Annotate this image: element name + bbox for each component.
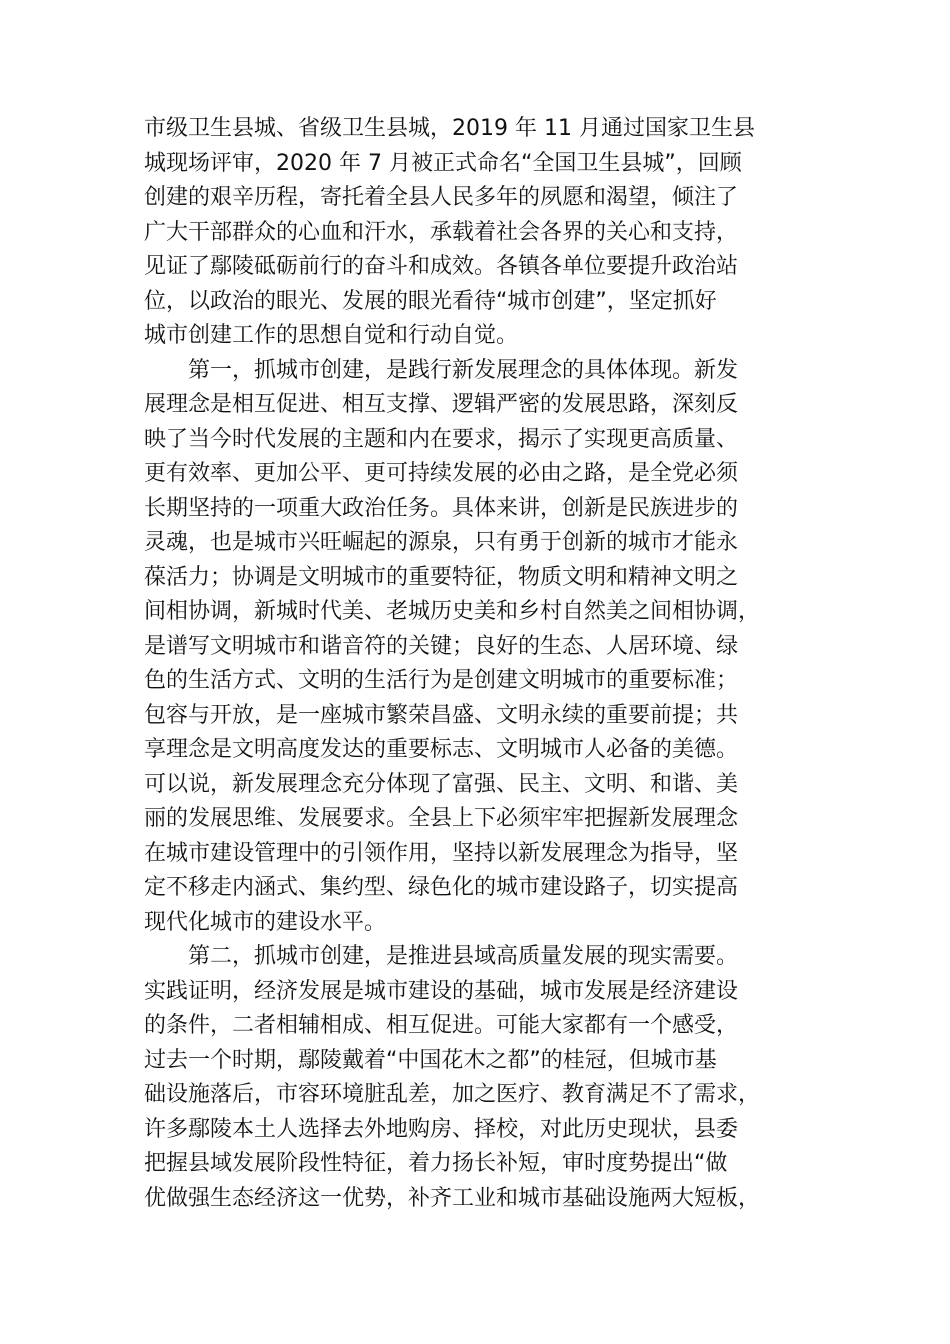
text-line: 实践证明，经济发展是城市建设的基础，城市发展是经济建设 bbox=[144, 978, 739, 1004]
text-line: 位，以政治的眼光、发展的眼光看待“城市创建”，坚定抓好 bbox=[144, 288, 717, 314]
text-line: 现代化城市的建设水平。 bbox=[144, 909, 387, 935]
text-line: 包容与开放，是一座城市繁荣昌盛、文明永续的重要前提；共 bbox=[144, 702, 739, 728]
text-line: 灵魂，也是城市兴旺崛起的源泉，只有勇于创新的城市才能永 bbox=[144, 530, 739, 555]
text-line: 城市创建工作的思想自觉和行动自觉。 bbox=[144, 323, 519, 348]
text-line: 过去一个时期，鄢陵戴着“中国花木之都”的桂冠，但城市基 bbox=[144, 1047, 717, 1073]
paragraph-first-line: 第二，抓城市创建，是推进县域高质量发展的现实需要。 bbox=[188, 944, 739, 969]
document-body bbox=[144, 112, 816, 1216]
text-line: 葆活力；协调是文明城市的重要特征，物质文明和精神文明之 bbox=[144, 564, 739, 590]
text-line: 广大干部群众的心血和汗水，承载着社会各界的关心和支持， bbox=[144, 219, 739, 245]
text-line: 许多鄢陵本土人选择去外地购房、择校，对此历史现状，县委 bbox=[144, 1116, 739, 1142]
text-line: 色的生活方式、文明的生活行为是创建文明城市的重要标准； bbox=[144, 668, 739, 693]
text-line: 把握县域发展阶段性特征，着力扬长补短，审时度势提出“做 bbox=[144, 1151, 728, 1176]
text-line: 市级卫生县城、省级卫生县城，2019 年 11 月通过国家卫生县 bbox=[144, 116, 755, 141]
text-line: 丽的发展思维、发展要求。全县上下必须牢牢把握新发展理念 bbox=[144, 806, 739, 831]
text-line: 优做强生态经济这一优势，补齐工业和城市基础设施两大短板， bbox=[144, 1185, 761, 1211]
text-line: 定不移走内涵式、集约型、绿色化的城市建设路子，切实提高 bbox=[144, 875, 739, 900]
text-line: 见证了鄢陵砥砺前行的奋斗和成效。各镇各单位要提升政治站 bbox=[144, 254, 739, 279]
text-line: 可以说，新发展理念充分体现了富强、民主、文明、和谐、美 bbox=[144, 771, 739, 797]
text-line: 间相协调，新城时代美、老城历史美和乡村自然美之间相协调， bbox=[144, 599, 761, 624]
text-line: 更有效率、更加公平、更可持续发展的必由之路，是全党必须 bbox=[144, 461, 739, 486]
paragraph-first-line: 第一，抓城市创建，是践行新发展理念的具体体现。新发 bbox=[188, 357, 739, 383]
text-line: 享理念是文明高度发达的重要标志、文明城市人必备的美德。 bbox=[144, 737, 739, 762]
text-line: 映了当今时代发展的主题和内在要求，揭示了实现更高质量、 bbox=[144, 426, 739, 452]
text-line: 是谱写文明城市和谐音符的关键；良好的生态、人居环境、绿 bbox=[144, 633, 739, 659]
text-line: 的条件，二者相辅相成、相互促进。可能大家都有一个感受， bbox=[144, 1013, 739, 1038]
text-line: 础设施落后，市容环境脏乱差，加之医疗、教育满足不了需求， bbox=[144, 1082, 761, 1107]
text-line: 城现场评审，2020 年 7 月被正式命名“全国卫生县城”，回顾 bbox=[144, 150, 742, 176]
text-line: 长期坚持的一项重大政治任务。具体来讲，创新是民族进步的 bbox=[144, 495, 739, 521]
text-line: 展理念是相互促进、相互支撑、逻辑严密的发展思路，深刻反 bbox=[144, 392, 739, 417]
text-line: 创建的艰辛历程，寄托着全县人民多年的夙愿和渴望，倾注了 bbox=[144, 185, 739, 210]
text-line: 在城市建设管理中的引领作用，坚持以新发展理念为指导，坚 bbox=[144, 840, 739, 866]
